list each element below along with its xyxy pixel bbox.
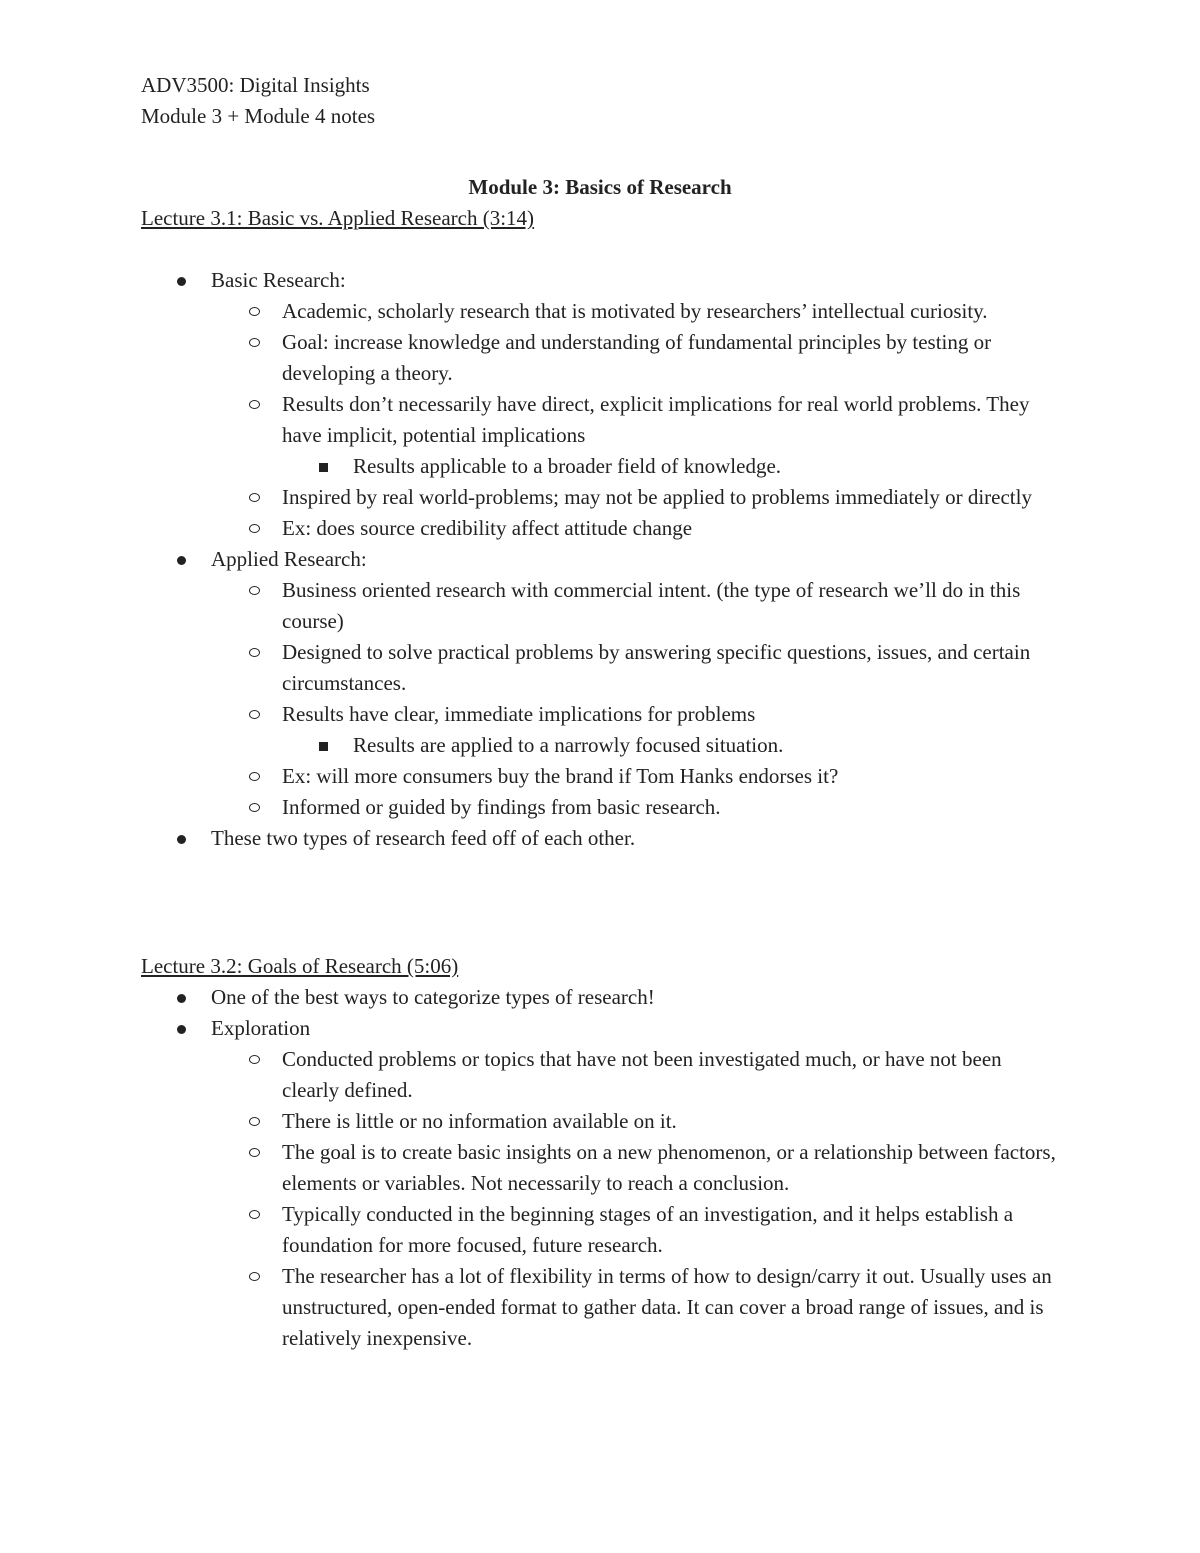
list-item-text: Typically conducted in the beginning stages of an investigation, and it helps establish a foundation for more focused, future research. <box>282 1202 1014 1257</box>
list-item <box>211 761 1061 792</box>
module-title: Module 3: Basics of Research <box>468 175 732 199</box>
list-item-text: Goal: increase knowledge and understanding of fundamental principles by testing or developing a theory. <box>282 330 992 385</box>
list-item <box>141 544 1061 823</box>
list-item <box>211 575 1061 637</box>
bullet-disc-icon <box>177 277 186 286</box>
list-item-text: Informed or guided by findings from basic research. <box>282 795 721 819</box>
notes-subtitle: Module 3 + Module 4 notes <box>141 104 376 128</box>
list-item <box>211 513 1061 544</box>
course-title: ADV3500: Digital Insights <box>141 73 370 97</box>
lecture-3-2-list <box>141 982 1061 1354</box>
intro-statement: One of the best ways to categorize types of research! <box>211 985 655 1009</box>
list-item-text: Results are applied to a narrowly focused situation. <box>353 733 784 757</box>
list-item-text: Academic, scholarly research that is motivated by researchers’ intellectual curiosity. <box>282 299 988 323</box>
list-item <box>211 327 1061 389</box>
bullet-circle-icon <box>249 1117 260 1126</box>
exploration-label: Exploration <box>211 1016 311 1040</box>
list-item-text: Ex: will more consumers buy the brand if Tom Hanks endorses it? <box>282 764 839 788</box>
list-item-text: The goal is to create basic insights on a new phenomenon, or a relationship between factors, elements or variables. Not necessarily to reach a conclusion. <box>282 1140 1056 1195</box>
list-item <box>211 1137 1061 1199</box>
lecture-3-2-title: Lecture 3.2: Goals of Research (5:06) <box>141 954 459 978</box>
exploration-sublist <box>141 1044 1061 1354</box>
bullet-circle-icon <box>249 586 260 595</box>
bullet-circle-icon <box>249 524 260 533</box>
list-item <box>211 699 1061 761</box>
list-item <box>282 451 1061 482</box>
list-item-text: Inspired by real world-problems; may not be applied to problems immediately or directly <box>282 485 1032 509</box>
bullet-circle-icon <box>249 648 260 657</box>
list-item-text: Business oriented research with commercial intent. (the type of research we’ll do in this course) <box>282 578 1021 633</box>
list-item-text: Conducted problems or topics that have not been investigated much, or have not been clearly defined. <box>282 1047 1002 1102</box>
list-item <box>211 637 1061 699</box>
basic-research-label: Basic Research: <box>211 268 346 292</box>
list-item-text: Results applicable to a broader field of knowledge. <box>353 454 782 478</box>
list-item-text: Designed to solve practical problems by answering specific questions, issues, and certain circumstances. <box>282 640 1031 695</box>
list-item-text: Results don’t necessarily have direct, explicit implications for real world problems. They have implicit, potential implications <box>282 392 1030 447</box>
list-item <box>211 1261 1061 1354</box>
bullet-circle-icon <box>249 1148 260 1157</box>
bullet-disc-icon <box>177 556 186 565</box>
list-item-text: Results have clear, immediate implications for problems <box>282 702 756 726</box>
list-item-text: The researcher has a lot of flexibility in terms of how to design/carry it out. Usually uses an unstructured, open-ended format to gather data. It can cover a broad range of issues, and is relatively inexpensive. <box>282 1264 1052 1350</box>
list-item <box>282 730 1061 761</box>
lecture-3-2-section <box>141 951 1061 1354</box>
list-item <box>141 982 1061 1013</box>
bullet-circle-icon <box>249 1272 260 1281</box>
closing-statement: These two types of research feed off of each other. <box>211 826 636 850</box>
list-item <box>211 482 1061 513</box>
list-item <box>211 792 1061 823</box>
bullet-circle-icon <box>249 400 260 409</box>
nested-sublist <box>282 451 1061 482</box>
list-item <box>211 389 1061 482</box>
lecture-3-1-section <box>141 203 1061 854</box>
bullet-square-icon <box>319 742 328 751</box>
lecture-3-1-title: Lecture 3.1: Basic vs. Applied Research (3:14) <box>141 206 535 230</box>
list-item-text: Ex: does source credibility affect attitude change <box>282 516 693 540</box>
list-item <box>141 823 1061 854</box>
list-item <box>141 265 1061 544</box>
lecture-3-1-list <box>141 265 1061 854</box>
nested-sublist <box>282 730 1061 761</box>
bullet-circle-icon <box>249 493 260 502</box>
list-item-text: There is little or no information available on it. <box>282 1109 677 1133</box>
bullet-disc-icon <box>177 1025 186 1034</box>
basic-research-sublist <box>141 296 1061 544</box>
bullet-circle-icon <box>249 803 260 812</box>
bullet-circle-icon <box>249 772 260 781</box>
applied-research-sublist <box>141 575 1061 823</box>
bullet-disc-icon <box>177 835 186 844</box>
applied-research-label: Applied Research: <box>211 547 367 571</box>
document-header <box>141 70 375 132</box>
bullet-circle-icon <box>249 307 260 316</box>
bullet-circle-icon <box>249 1055 260 1064</box>
bullet-disc-icon <box>177 994 186 1003</box>
bullet-circle-icon <box>249 1210 260 1219</box>
list-item <box>211 1199 1061 1261</box>
list-item <box>211 1106 1061 1137</box>
bullet-square-icon <box>319 463 328 472</box>
list-item <box>141 1013 1061 1354</box>
list-item <box>211 296 1061 327</box>
bullet-circle-icon <box>249 710 260 719</box>
bullet-circle-icon <box>249 338 260 347</box>
list-item <box>211 1044 1061 1106</box>
